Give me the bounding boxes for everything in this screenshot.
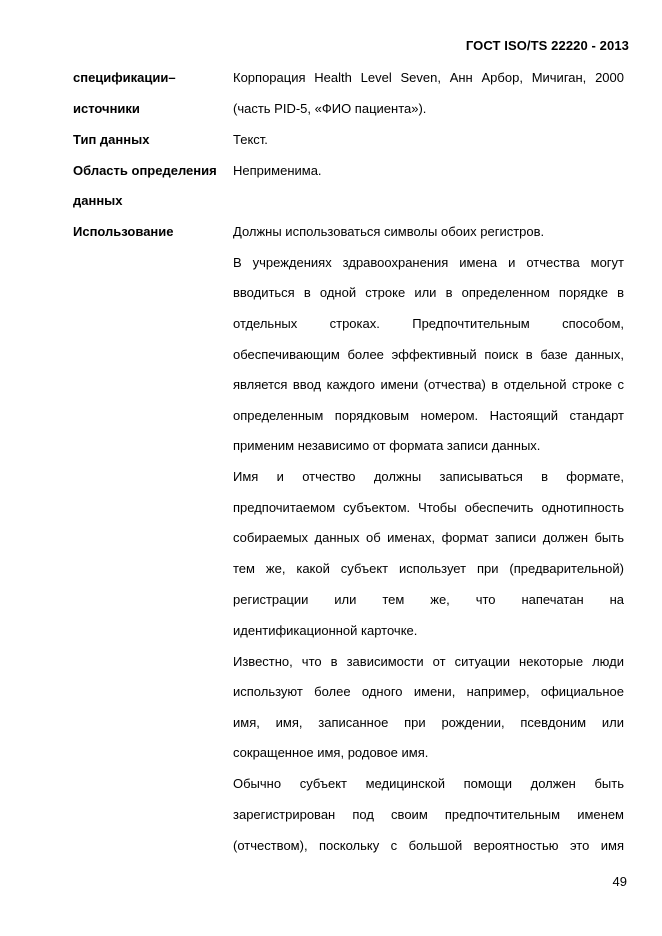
usage-line: имя, имя, записанное при рождении, псевдоним или xyxy=(233,715,624,730)
usage-line: сокращенное имя, родовое имя. xyxy=(233,745,429,760)
usage-line: Обычно субъект медицинской помощи должен быть xyxy=(233,776,624,791)
term-usage: Использование xyxy=(73,224,174,239)
usage-line: используют более одного имени, например, официальное xyxy=(233,684,624,699)
source-line1: Корпорация Health Level Seven, Анн Арбор, Мичиган, 2000 xyxy=(233,70,624,85)
usage-line: (отчеством), поскольку с большой вероятностью это имя xyxy=(233,838,624,853)
usage-line: регистрации или тем же, что напечатан на xyxy=(233,592,624,607)
usage-line: В учреждениях здравоохранения имена и отчества могут xyxy=(233,255,624,270)
data-type-value: Текст. xyxy=(233,132,268,147)
usage-line: отдельных строках. Предпочтительным способом, xyxy=(233,316,624,331)
usage-line: тем же, какой субъект использует при (предварительной) xyxy=(233,561,624,576)
usage-line: определенным порядковым номером. Настоящий стандарт xyxy=(233,408,624,423)
usage-line: Известно, что в зависимости от ситуации некоторые люди xyxy=(233,654,624,669)
term-domain-line2: данных xyxy=(73,193,123,208)
document-header: ГОСТ ISO/TS 22220 - 2013 xyxy=(465,38,629,53)
term-source-line2: источники xyxy=(73,101,140,116)
usage-line: вводиться в одной строке или в определенном порядке в xyxy=(233,285,624,300)
usage-line: применим независимо от формата записи данных. xyxy=(233,438,541,453)
usage-line: Имя и отчество должны записываться в формате, xyxy=(233,469,624,484)
usage-line: является ввод каждого имени (отчества) в отдельной строке с xyxy=(233,377,624,392)
domain-value: Неприменима. xyxy=(233,163,322,178)
usage-line: собираемых данных об именах, формат записи должен быть xyxy=(233,530,624,545)
usage-line: обеспечивающим более эффективный поиск в базе данных, xyxy=(233,347,624,362)
page-number: 49 xyxy=(612,874,627,889)
usage-line: зарегистрирован под своим предпочтительным именем xyxy=(233,807,624,822)
usage-line: предпочитаемом субъектом. Чтобы обеспечить однотипность xyxy=(233,500,624,515)
term-source-line1: спецификации– xyxy=(73,70,176,85)
source-line2: (часть PID-5, «ФИО пациента»). xyxy=(233,101,427,116)
term-data-type: Тип данных xyxy=(73,132,150,147)
usage-line: Должны использоваться символы обоих регистров. xyxy=(233,224,545,239)
term-domain-line1: Область определения xyxy=(73,163,217,178)
usage-line: идентификационной карточке. xyxy=(233,623,418,638)
